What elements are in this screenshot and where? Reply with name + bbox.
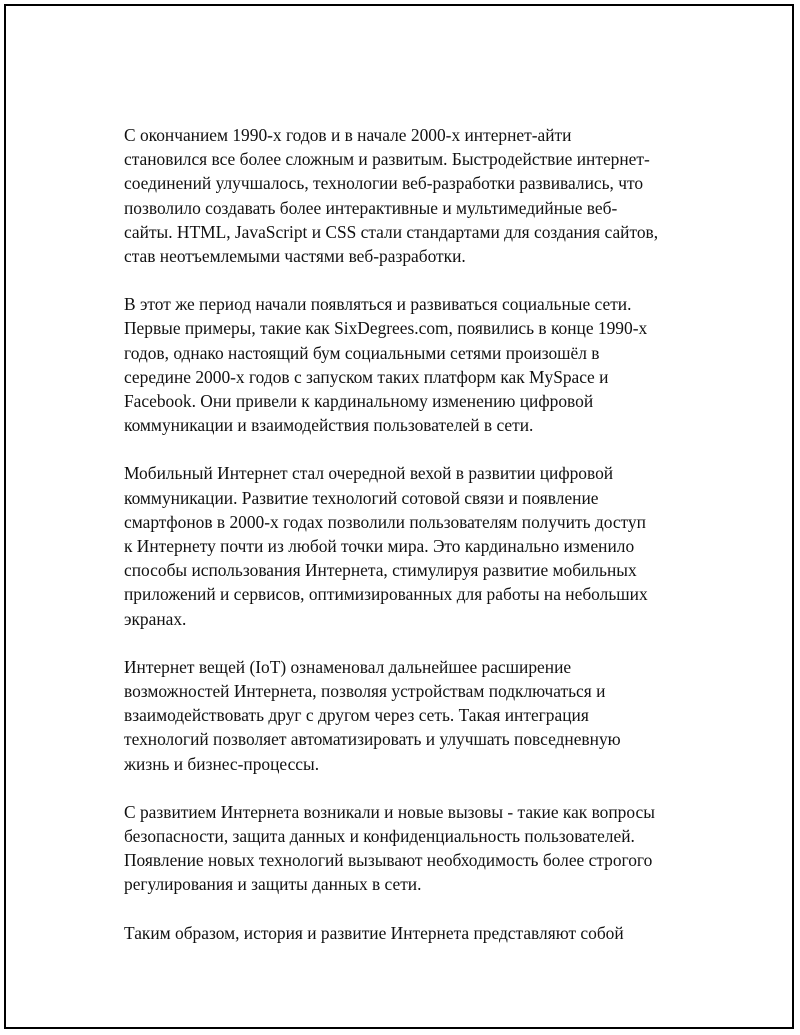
paragraph-2: В этот же период начали появляться и развиваться социальные сети. Первые примеры, такие как SixDegrees.com, появились в конце 1990-х годов, однако настоящий бум социальными сетями произошёл в середине 2000-х годов с запуском таких платформ как MySpace и Facebook. Они привели к кардинальному изменению цифровой коммуникации и взаимодействия пользователей в сети.: [124, 294, 648, 436]
paragraph-5: С развитием Интернета возникали и новые вызовы - такие как вопросы безопасности, защита данных и конфиденциальность пользователей. Появление новых технологий вызывают необходимость более строгого регулирования и защиты данных в сети.: [124, 801, 655, 895]
paragraph-4: Интернет вещей (IoT) ознаменовал дальнейшее расширение возможностей Интернета, позволяя устройствам подключаться и взаимодействовать друг с другом через сеть. Такая интеграция технологий позволяет автоматизировать и улучшать повседневную жизнь и бизнес-процессы.: [124, 656, 621, 774]
paragraph-3: Мобильный Интернет стал очередной вехой в развитии цифровой коммуникации. Развитие технологий сотовой связи и появление смартфонов в 2000-х годах позволили пользователям получить доступ к Интернету почти из любой точки мира. Это кардинально изменило способы использования Интернета, стимулируя развитие мобильных приложений и сервисов, оптимизированных для работы на небольших экранах.: [124, 463, 648, 629]
paragraph-1: С окончанием 1990-х годов и в начале 2000-х интернет-айти становился все более сложным и развитым. Быстродействие интернет- соединений улучшалось, технологии веб-разработки развивались, что позволило создавать более интерактивные и мультимедийные веб- сайты. HTML, JavaScript и CSS стали стандартами для создания сайтов, став неотъемлемыми частями веб-разработки.: [124, 125, 659, 267]
paragraph-6: Таким образом, история и развитие Интернета представляют собой: [124, 922, 624, 943]
page-frame: [4, 4, 794, 1029]
document-body: [124, 123, 694, 969]
